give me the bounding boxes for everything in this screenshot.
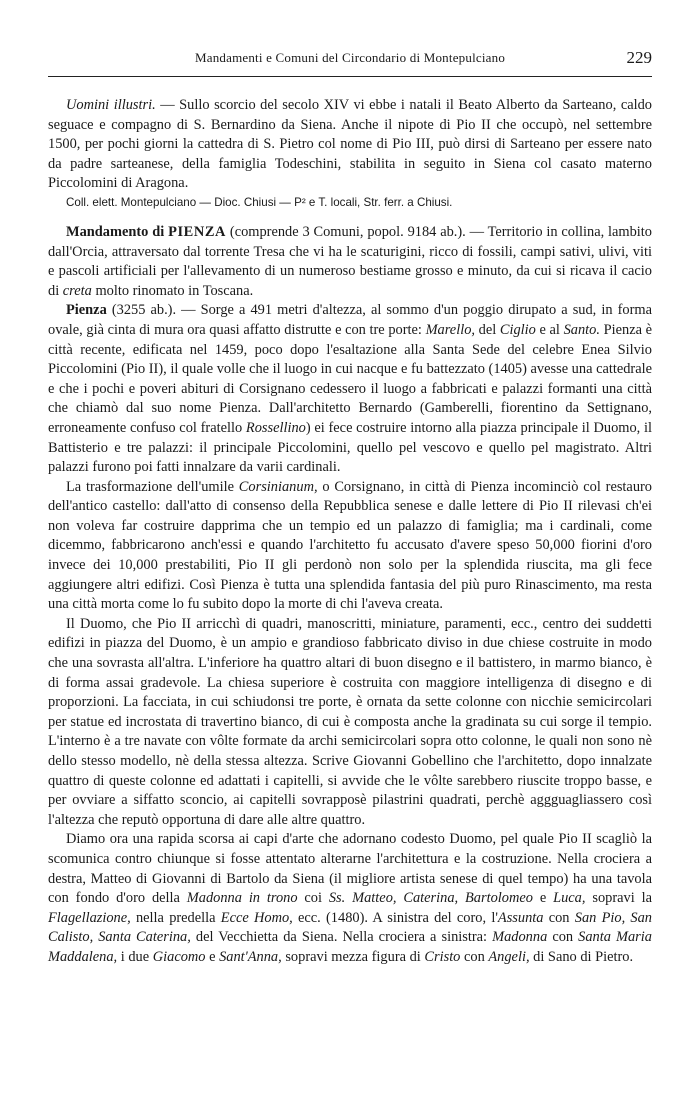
mandamento-name: PIENZA — [168, 223, 227, 240]
pienza-text: ) ei fece costruire intorno alla piazza principale il Duomo, il Battisterio e tre palazzi: il principale Piccolomini, quello pel vescovo e quello pel magistrato. Altri palazzi furono poi fatti innalzare da varii cardinali. — [48, 419, 652, 476]
artwork-title: Santa Maria Maddalena, — [48, 929, 652, 965]
page-header — [48, 50, 652, 72]
page-number: 229 — [626, 48, 652, 67]
artwork-title: Giacomo — [152, 948, 206, 965]
opere-text: Diamo ora una rapida scorsa ai capi d'arte che adornano codesto Duomo, pel quale Pio II scagliò la scomunica contro chiunque si fosse attentato alterarne l'architettura e la costruzione. Nella crociera a destra, Matteo di Giovanni di Bartolo da Siena (il migliore artista senese di quel tempo) ha una tavola con fondo d'oro della — [48, 831, 652, 907]
pienza-name: Pienza — [66, 302, 107, 319]
corsinianum-term: Corsinianum, — [238, 478, 318, 495]
opere-text: i due — [117, 948, 153, 965]
paragraph-uomini-illustri — [48, 96, 652, 194]
running-head: Mandamenti e Comuni del Circondario di Montepulciano — [194, 50, 506, 65]
opere-text: con — [460, 948, 489, 965]
opere-text: e — [532, 890, 554, 907]
opere-text: con — [543, 909, 575, 926]
page-body — [48, 96, 652, 968]
paragraph-duomo: Il Duomo, che Pio II arricchì di quadri, manoscritti, miniature, paramenti, ecc., centro dei suddetti edifizi in piazza del Duomo, è un ampio e grandioso fabbricato diviso in due chiese costruite in modo che una sovrasta all'altra. L'inferiore ha quattro altari di buon disegno e il battistero, in marmo bianco, è di forma assai gradevole. La chiesa superiore è costruita con maggiore intelligenza di disegno e di proporzioni. La facciata, in cui schiudonsi tre porte, è ornata da sette colonne con nicchie semicircolari per statue ed incrostata di travertino bianco, di cui è composta anche la gradinata su cui sorge il tempio. L'interno è a tre navate con vôlte formate da archi semicircolari sopra otto colonne, le quali non sono nè dello stesso modello, nè della stessa altezza. Scrive Giovanni Gobellino che l'architetto, dopo innalzate quattro di queste colonne ed adattati i capitelli, si avvide che le vôlte sarebbero riuscite troppo basse, e per ovviare a siffatto sconcio, ai capitelli sovrapposè pilastrini quadrati, perchè aggguagliassero così l'altezza che reputò opportuna di dare alle altre quattro. — [48, 615, 652, 828]
paragraph-opere — [48, 830, 652, 967]
paragraph-trasformazione — [48, 478, 652, 615]
artwork-title: Madonna — [492, 929, 548, 946]
opere-text: di Sano di Pietro. — [529, 948, 634, 965]
uomini-text: — Sullo scorcio del secolo XIV vi ebbe i natali il Beato Alberto da Sarteano, caldo seguace e compagno di S. Bernardino da Siena. Anche il nipote di Pio II che occupò, nel settembre 1500, per pochi giorni la cattedra di S. Pietro col nome di Pio III, può dirsi di Sarteano per essere nato da padre sarteanese, della famiglia Todeschini, stabilita in seguito in Siena col casato materno Piccolomini di Aragona. — [48, 97, 652, 192]
mandamento-text-end: molto rinomato in Toscana. — [91, 282, 254, 299]
artwork-title: Angeli, — [488, 948, 530, 965]
bibliographic-note: Coll. elett. Montepulciano — Dioc. Chiusi — P² e T. locali, Str. ferr. a Chiusi. — [66, 195, 453, 209]
artwork-title: Cristo — [424, 948, 461, 965]
artwork-title: Flagellazione, — [48, 909, 131, 926]
artwork-title: Ss. Matteo, Caterina, Bartolomeo — [328, 890, 533, 907]
artwork-title: San Pio, San Calisto, Santa Caterina, — [48, 909, 652, 946]
opere-text: ecc. (1480). A sinistra del coro, l' — [292, 909, 498, 926]
artwork-title: Assunta — [497, 909, 544, 926]
mandamento-label: Mandamento di — [66, 223, 169, 240]
header-rule — [48, 76, 652, 77]
uomini-heading: Uomini illustri. — [66, 97, 156, 113]
rossellino-name: Rossellino — [245, 419, 306, 436]
trasformazione-text: La trasformazione dell'umile — [66, 478, 239, 495]
opere-text: sopravi mezza figura di — [281, 948, 425, 965]
opere-text: del Vecchietta da Siena. Nella crociera a sinistra: — [190, 929, 493, 946]
pienza-text: (3255 ab.). — Sorge a 491 metri d'altezza, al sommo d'un poggio dirupato a sud, in forma ovale, già cinta di mura ora quasi affatto distrutte e con tre porte: — [48, 302, 652, 338]
opere-text: e — [205, 948, 220, 965]
porta-ciglio: Ciglio — [499, 321, 536, 338]
porta-marello: Marello, — [425, 321, 475, 338]
opere-text: nella predella — [130, 909, 221, 926]
artwork-title: Luca, — [553, 890, 586, 907]
trasformazione-text: o Corsignano, in città di Pienza incominciò col restauro dell'antico castello: dall'atto di consenso della Repubblica senese e dalle lettere di Pio II rilevasi ch'ei non voleva far costruire dapprima che un tempio ed un palazzo di famiglia; ma i cardinali, come dicemmo, fabbricarono anch'essi e quando l'architetto fu accusato d'avere speso 50,000 fiorini d'oro invece dei 10,000 prestabiliti, Pio II gli perdonò non solo per la splendida riuscita, ma gli fece aggiungere altri edifizi. Così Pienza è tutta una splendida fantasia del più puro Rinascimento, ma resta una città morta come lo fu subito dopo la morte di chi l'aveva creata. — [48, 478, 652, 613]
pienza-text: del — [475, 321, 500, 338]
creta-term: creta — [62, 282, 92, 299]
porta-santo: Santo. — [563, 321, 600, 338]
opere-text: con — [547, 929, 579, 946]
artwork-title: Sant'Anna, — [219, 948, 282, 965]
paragraph-mandamento — [48, 223, 652, 301]
pienza-text: Pienza è città recente, edificata nel 1459, poco dopo l'esaltazione alla Santa Sede del celebre Enea Silvio Piccolomini (Pio II), il quale volle che il luogo in cui nacque e fu battezzato (1405) avesse una cattedrale e che i pochi e poveri abituri di Corsignano cedessero il luogo a fabbricati e palazzi formanti una città che chiamò dal suo nome Pienza. Dall'architetto Bernardo (Gamberelli, fiorentino da Settignano, erroneamente confuso col fratello — [48, 321, 653, 436]
artwork-title: Madonna in trono — [186, 890, 298, 907]
artwork-title: Ecce Homo, — [220, 909, 293, 926]
paragraph-pienza — [48, 301, 652, 477]
pienza-text: e al — [535, 321, 564, 338]
mandamento-text: (comprende 3 Comuni, popol. 9184 ab.). — Territorio in collina, lambito dall'Orcia, attraversato dal torrente Tresa che vi ha le scaturigini, ricco di fossili, campi sativi, ulivi, viti e pascoli artificiali per l'allevamento di un numeroso bestiame grosso e minuto, da cui si ricava il cacio di — [48, 223, 652, 299]
opere-text: coi — [297, 890, 329, 907]
opere-text: sopravi la — [585, 890, 652, 907]
